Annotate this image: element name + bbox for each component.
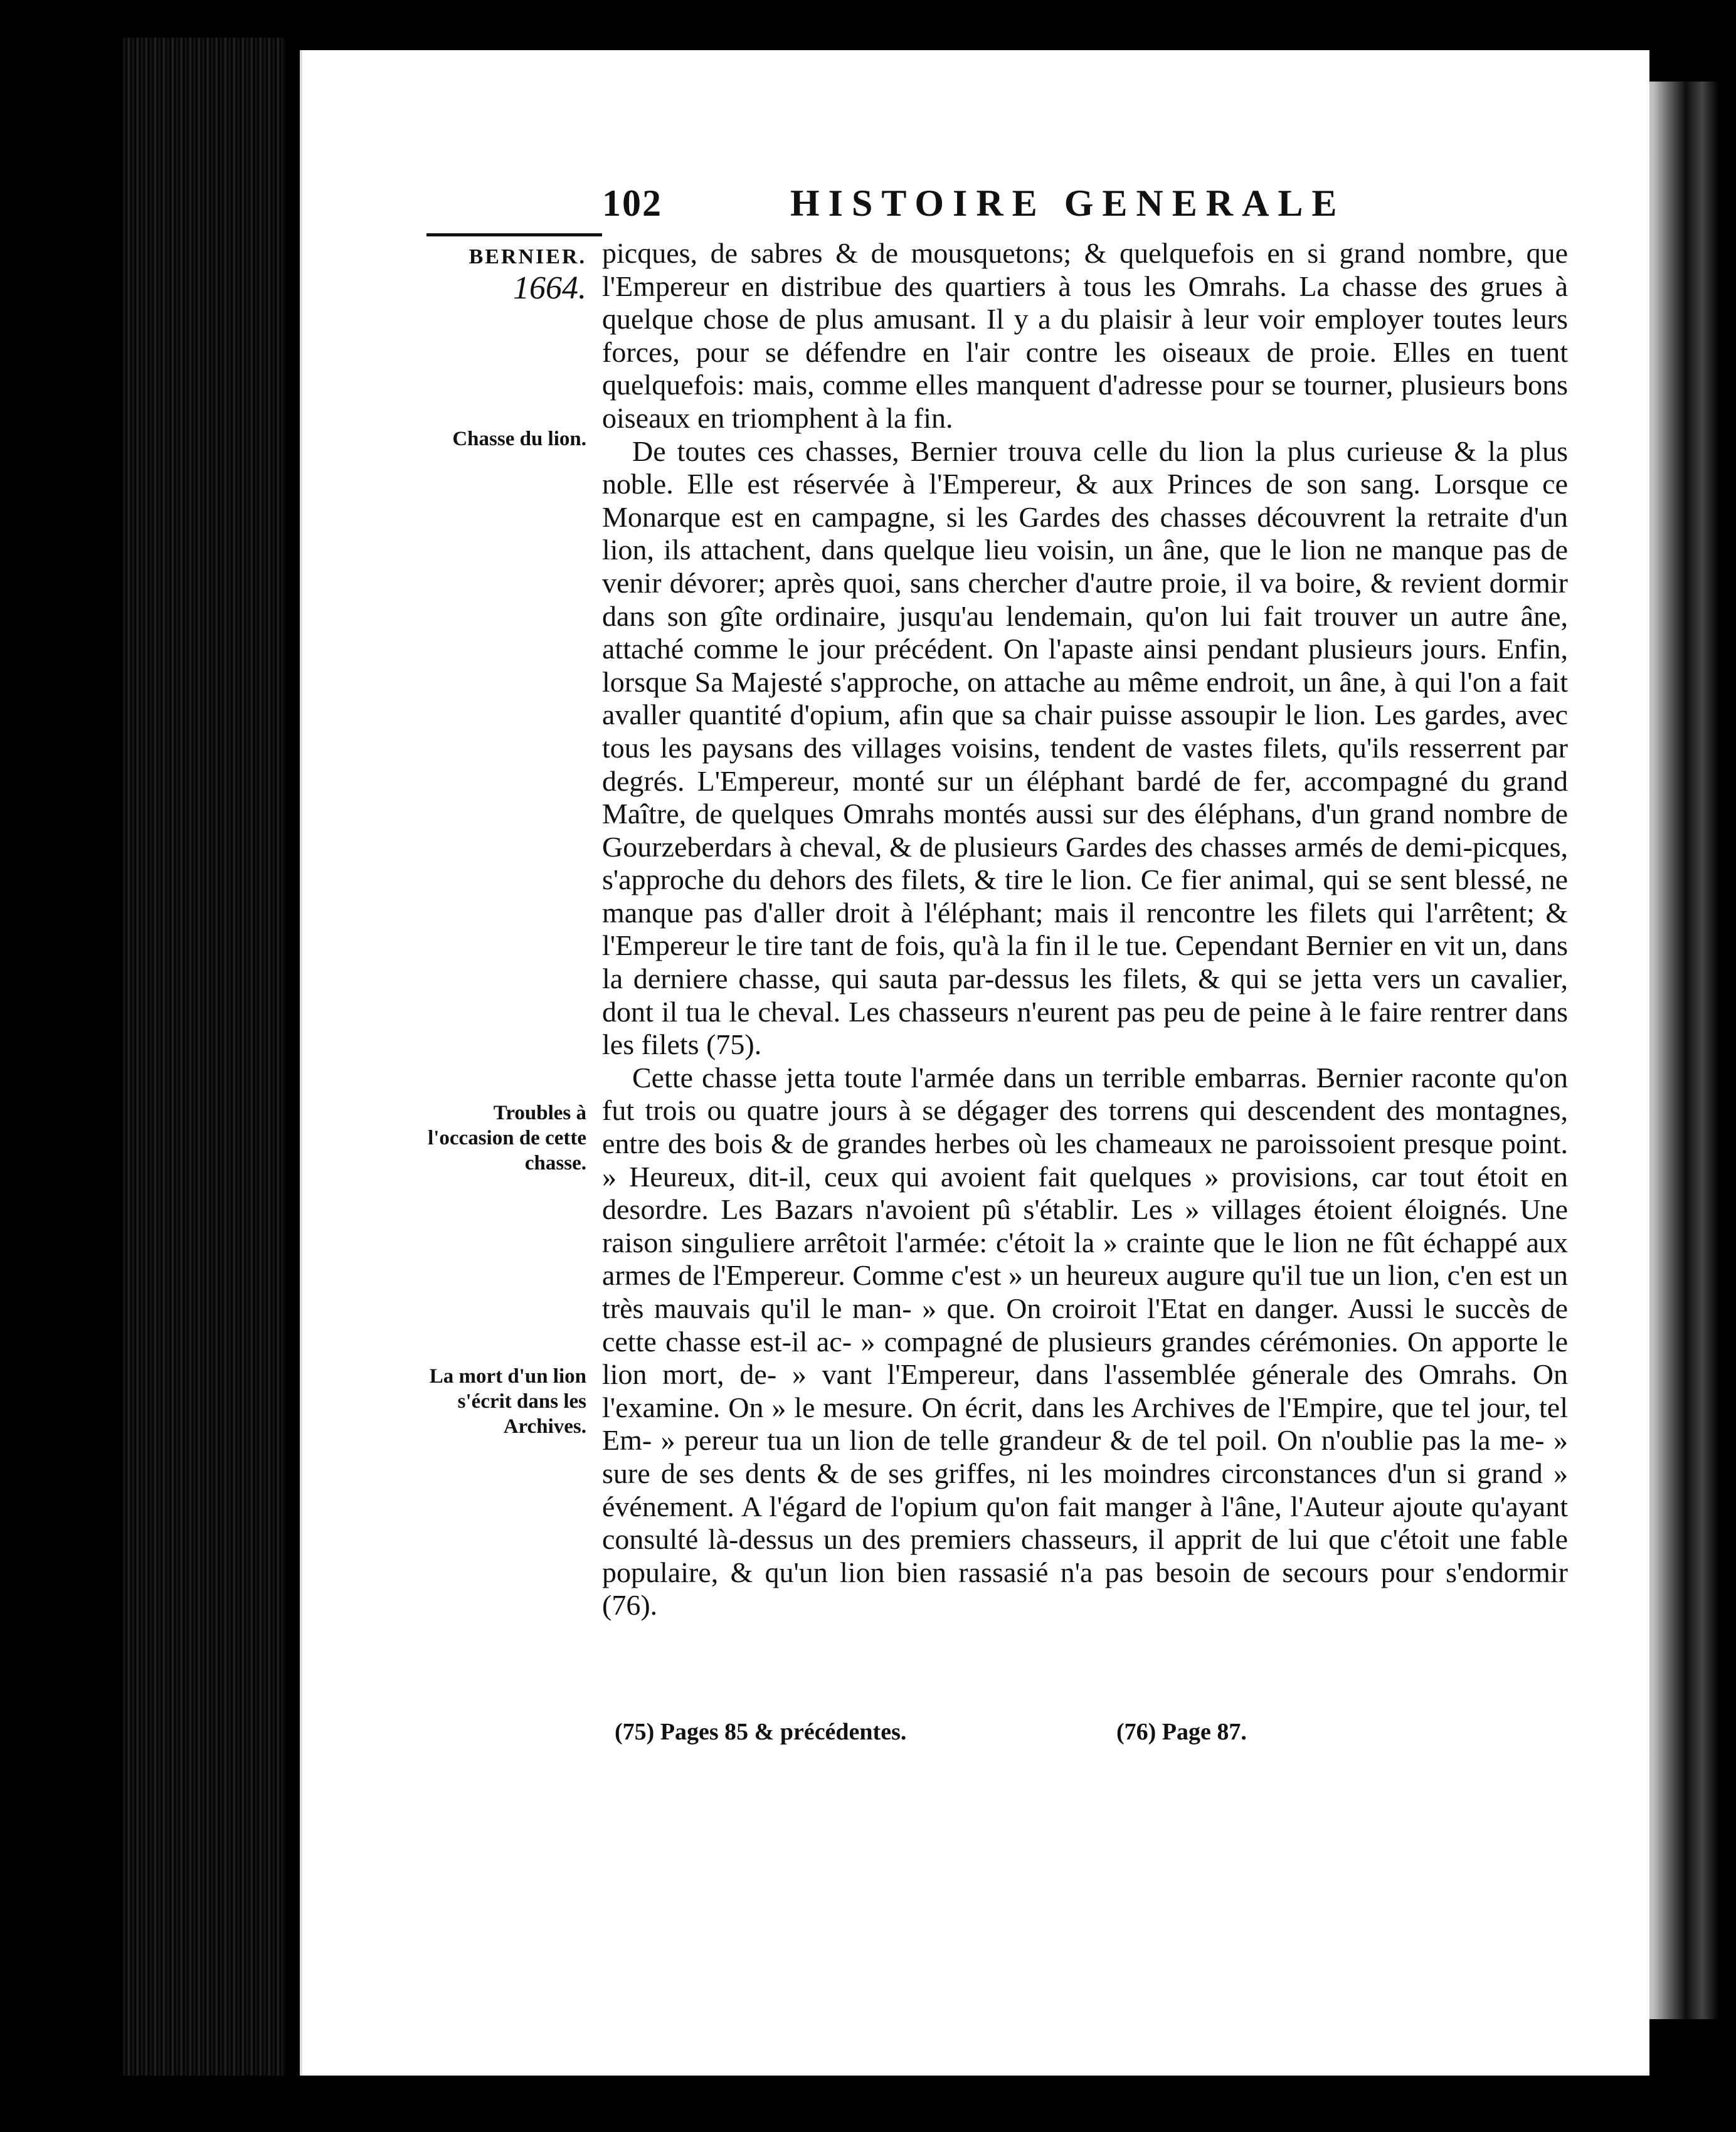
footnote-76: (76) Page 87. [1116, 1719, 1247, 1745]
margin-rule [426, 233, 602, 236]
paragraph: picques, de sabres & de mousquetons; & quelquefois en si grand nombre, que l'Empereur en distribue des quartiers à tous les Omrahs. La chasse des grues à quelque chose de plus amusant. Il y a du plaisir à leur voir employer toutes leurs forces, pour se défendre en l'air contre les oiseaux de proie. Elles en tuent quelquefois: mais, comme elles manquent d'adresse pour se tourner, plusieurs bons oiseaux en triomphent à la fin. [602, 237, 1568, 434]
page-header [602, 182, 1367, 232]
running-title: HISTOIRE GENERALE [790, 182, 1346, 224]
margin-author: BERNIER. [468, 245, 586, 268]
paragraph: Cette chasse jetta toute l'armée dans un terrible embarras. Bernier raconte qu'on fut trois ou quatre jours à se dégager des torrens qui descendent des montagnes, entre des bois & de grandes herbes où les chameaux ne paroissoient presque point. » Heureux, dit-il, ceux qui avoient fait quelques » provisions, car tout étoit en desordre. Les Bazars n'avoient pû s'établir. Les » villages étoient éloignés. Une raison singuliere arrêtoit l'armée: c'étoit la » crainte que le lion ne fût échappé aux armes de l'Empereur. Comme c'est » un heureux augure qu'il tue un lion, c'en est un très mauvais qu'il le man- » que. On croiroit l'Etat en danger. Aussi le succès de cette chasse est-il ac- » compagné de plusieurs grandes cérémonies. On apporte le lion mort, de- » vant l'Empereur, dans l'assemblée génerale des Omrahs. On l'examine. On » le mesure. On écrit, dans les Archives de l'Empire, que tel jour, tel Em- » pereur tua un lion de telle grandeur & de tel poil. On n'oublie pas la me- » sure de ses dents & de ses griffes, ni les moindres circonstances d'un si grand » événement. A l'égard de l'opium qu'on fait manger à l'âne, l'Auteur ajoute qu'ayant consulté là-dessus un des premiers chasseurs, il apprit de lui que c'étoit une fable populaire, & qu'un lion bien rassasié n'a pas besoin de secours pour s'endormir (76). [602, 1061, 1568, 1622]
footnote-75: (75) Pages 85 & précédentes. [615, 1719, 907, 1745]
margin-note-troubles: Troubles à l'occasion de cette chasse. [428, 1102, 586, 1174]
margin-note-lion-hunt: Chasse du lion. [452, 428, 586, 450]
page-number: 102 [602, 182, 662, 224]
book-spine [122, 38, 285, 2076]
margin-year: 1664. [513, 270, 586, 306]
body-text [602, 237, 1568, 1622]
margin-note-archives: La mort d'un lion s'écrit dans les Archives. [429, 1365, 586, 1438]
paragraph: De toutes ces chasses, Bernier trouva celle du lion la plus curieuse & la plus noble. Elle est réservée à l'Empereur, & aux Princes de son sang. Lorsque ce Monarque est en campagne, si les Gardes des chasses découvrent la retraite d'un lion, ils attachent, dans quelque lieu voisin, un âne, que le lion ne manque pas de venir dévorer; après quoi, sans chercher d'autre proie, il va boire, & revient dormir dans son gîte ordinaire, jusqu'au lendemain, qu'on lui fait trouver un autre âne, attaché comme le jour précédent. On l'apaste ainsi pendant plusieurs jours. Enfin, lorsque Sa Majesté s'approche, on attache au même endroit, un âne, à qui l'on a fait avaller quantité d'opium, afin que sa chair puisse assoupir le lion. Les gardes, avec tous les paysans des villages voisins, tendent de vastes filets, qu'ils resserrent par degrés. L'Empereur, monté sur un éléphant bardé de fer, accompagné du grand Maître, de quelques Omrahs montés aussi sur des éléphans, d'un grand nombre de Gourzeberdars à cheval, & de plusieurs Gardes des chasses armés de demi-picques, s'approche du dehors des filets, & tire le lion. Ce fier animal, qui se sent blessé, ne manque pas d'aller droit à l'éléphant; mais il rencontre les filets qui l'arrêtent; & l'Empereur le tire tant de fois, qu'à la fin il le tue. Cependant Bernier en vit un, dans la derniere chasse, qui sauta par-dessus les filets, & qui se jetta vers un cavalier, dont il tua le cheval. Les chasseurs n'eurent pas peu de peine à le faire rentrer dans les filets (75). [602, 435, 1568, 1061]
